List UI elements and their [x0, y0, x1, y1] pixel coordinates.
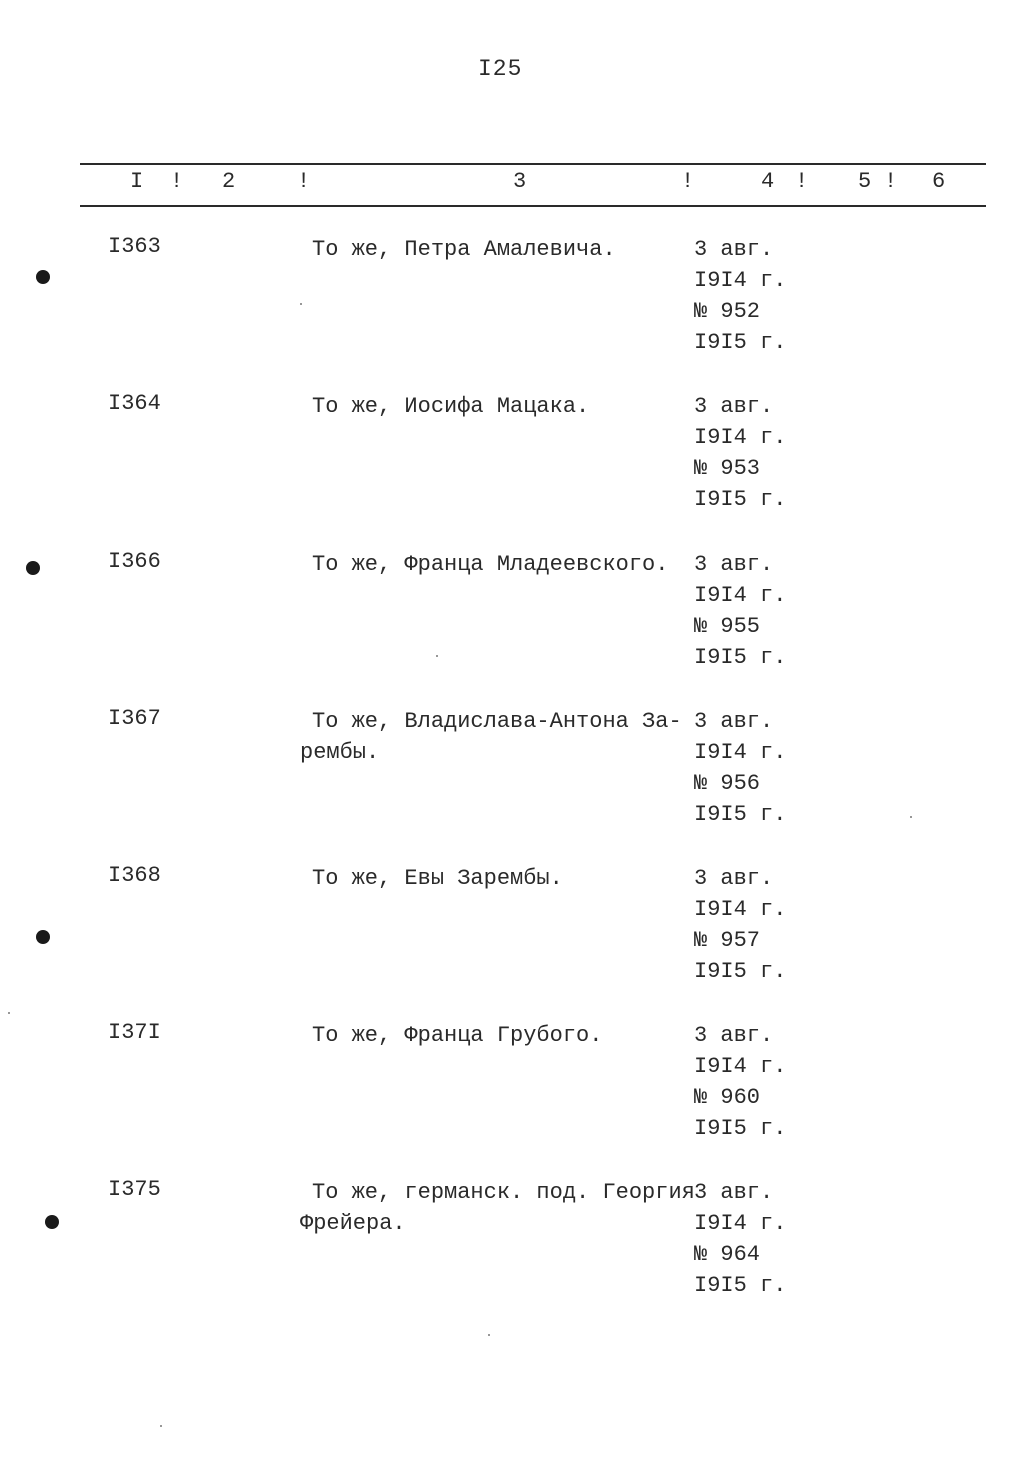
date-day: 3 авг. [694, 1023, 774, 1048]
date-year-start: I9I4 г. [694, 897, 787, 922]
paper-speck [910, 816, 912, 818]
date-day: 3 авг. [694, 552, 774, 577]
table-row [0, 1020, 1024, 1150]
table-row [0, 549, 1024, 679]
document-number: № 955 [694, 614, 761, 639]
paper-speck [488, 1334, 490, 1336]
document-number: № 956 [694, 771, 761, 796]
date-day: 3 авг. [694, 237, 774, 262]
entry-number: I37I [108, 1020, 161, 1045]
header-separator: ! [681, 169, 695, 194]
punch-hole [26, 561, 40, 575]
header-col-4: 4 [761, 169, 775, 194]
punch-hole [36, 930, 50, 944]
paper-speck [436, 655, 438, 657]
table-row [0, 1177, 1024, 1307]
description-line: То же, Владислава-Антона За- [312, 709, 682, 734]
table-header-rule [80, 205, 986, 207]
entry-description [300, 391, 690, 422]
date-year-start: I9I4 г. [694, 583, 787, 608]
paper-speck [160, 1425, 162, 1427]
header-separator: ! [884, 169, 898, 194]
header-separator: ! [297, 169, 311, 194]
entry-date-block [694, 863, 786, 987]
date-year-start: I9I4 г. [694, 1211, 787, 1236]
entry-date-block [694, 234, 786, 358]
date-year-start: I9I4 г. [694, 1054, 787, 1079]
date-year-end: I9I5 г. [694, 1116, 787, 1141]
date-day: 3 авг. [694, 394, 774, 419]
table-row [0, 391, 1024, 521]
date-day: 3 авг. [694, 709, 774, 734]
table-top-rule [80, 163, 986, 165]
date-year-start: I9I4 г. [694, 268, 787, 293]
entry-date-block [694, 549, 786, 673]
entry-date-block [694, 1177, 786, 1301]
date-year-end: I9I5 г. [694, 330, 787, 355]
description-line-continued: ремб​ы. [300, 740, 380, 765]
entry-date-block [694, 391, 786, 515]
page-number: I25 [478, 56, 523, 82]
entry-description [300, 549, 690, 580]
table-row [0, 234, 1024, 364]
paper-speck [300, 303, 302, 305]
entry-description [300, 1020, 690, 1051]
date-year-end: I9I5 г. [694, 645, 787, 670]
header-col-2: 2 [222, 169, 236, 194]
header-col-1: I [130, 169, 144, 194]
punch-hole [36, 270, 50, 284]
description-line: То же, Евы Зарембы. [312, 866, 563, 891]
entry-number: I364 [108, 391, 161, 416]
entry-description [300, 706, 690, 768]
document-number: № 953 [694, 456, 761, 481]
entry-description [300, 234, 690, 265]
header-separator: ! [795, 169, 809, 194]
document-number: № 957 [694, 928, 761, 953]
date-year-end: I9I5 г. [694, 487, 787, 512]
header-separator: ! [170, 169, 184, 194]
entry-date-block [694, 1020, 786, 1144]
entry-description [300, 863, 690, 894]
date-year-start: I9I4 г. [694, 740, 787, 765]
document-number: № 952 [694, 299, 761, 324]
description-line-continued: Фрейера. [300, 1211, 406, 1236]
header-col-5: 5 [858, 169, 872, 194]
description-line: То же, Франца Грубого. [312, 1023, 603, 1048]
table-row [0, 863, 1024, 993]
description-line: То же, германск. под. Георгия [312, 1180, 695, 1205]
date-year-end: I9I5 г. [694, 802, 787, 827]
header-col-6: 6 [932, 169, 946, 194]
entry-number: I366 [108, 549, 161, 574]
entry-date-block [694, 706, 786, 830]
entry-number: I368 [108, 863, 161, 888]
description-line: То же, Иосифа Мацака. [312, 394, 590, 419]
date-day: 3 авг. [694, 1180, 774, 1205]
paper-speck [8, 1012, 10, 1014]
date-day: 3 авг. [694, 866, 774, 891]
entry-number: I367 [108, 706, 161, 731]
entry-number: I375 [108, 1177, 161, 1202]
punch-hole [45, 1215, 59, 1229]
description-line: То же, Петра Амалевича. [312, 237, 616, 262]
description-line: То же, Франца Младеевского. [312, 552, 669, 577]
table-row [0, 706, 1024, 836]
entry-number: I363 [108, 234, 161, 259]
document-number: № 960 [694, 1085, 761, 1110]
date-year-start: I9I4 г. [694, 425, 787, 450]
date-year-end: I9I5 г. [694, 959, 787, 984]
entry-description [300, 1177, 695, 1239]
date-year-end: I9I5 г. [694, 1273, 787, 1298]
document-number: № 964 [694, 1242, 761, 1267]
header-col-3: 3 [513, 169, 527, 194]
